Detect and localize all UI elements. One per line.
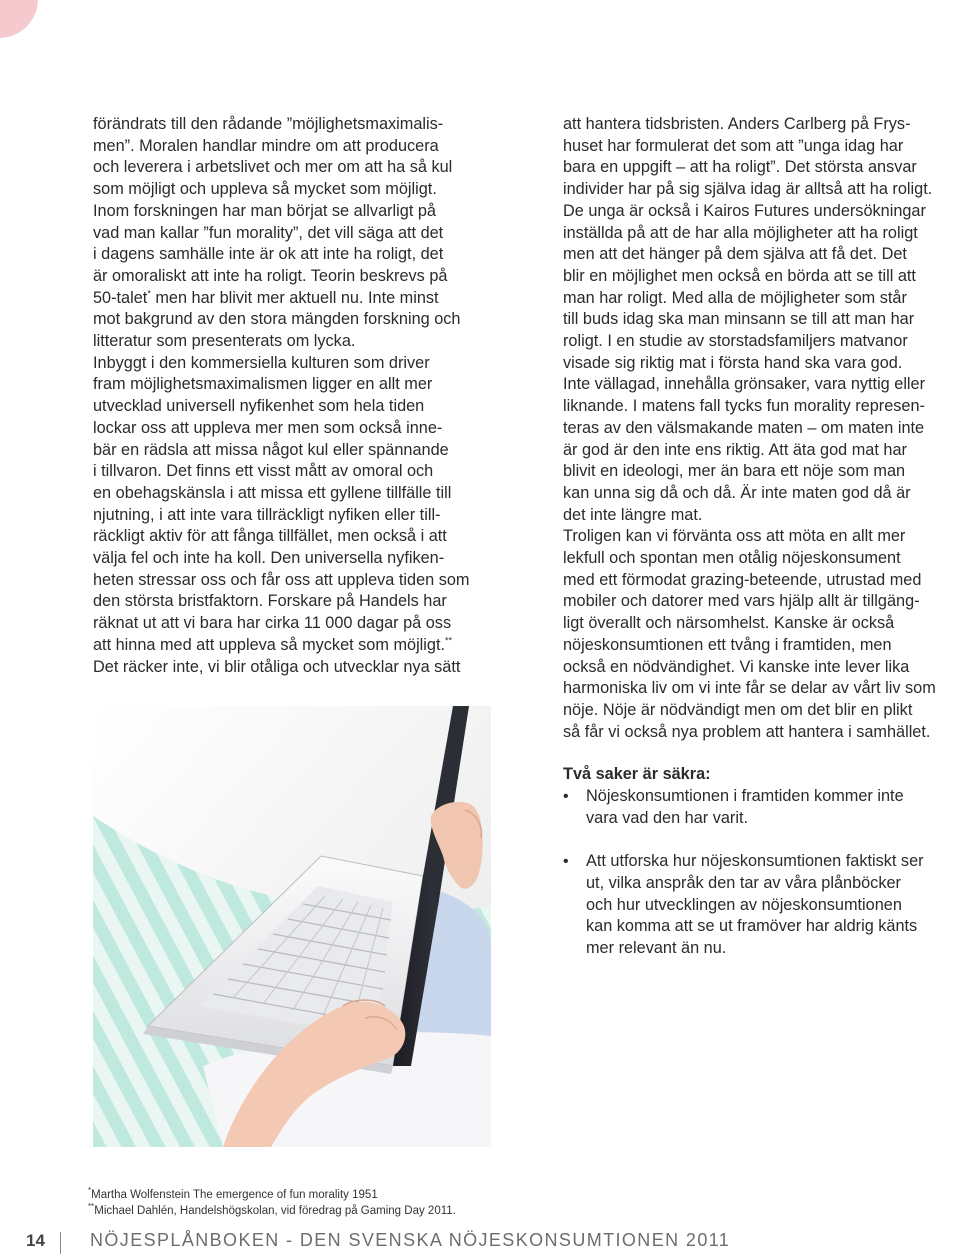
text-fragment: men har blivit mer aktuell nu. Inte minst: [150, 288, 439, 307]
text-line: liknande. I matens fall tycks fun morality represen-: [563, 397, 925, 416]
footnote-marker: *: [147, 288, 151, 299]
text-line: roligt. I en studie av storstadsfamiljers matvanor: [563, 332, 908, 351]
right-column: [563, 114, 960, 981]
text-line: den största bristfaktorn. Forskare på Handels har: [93, 592, 447, 611]
list-item: [563, 851, 960, 960]
text-line: är god är den inte ens riktig. Att äta god mat har: [563, 440, 907, 459]
text-line: bär en rädsla att missa något kul eller spännande: [93, 440, 449, 459]
text-line: Att utforska hur nöjeskonsumtionen faktiskt ser: [586, 852, 924, 871]
text-line: [93, 288, 495, 310]
text-line: som möjligt och uppleva så mycket som möjligt.: [93, 180, 437, 199]
page-number: 14: [26, 1231, 45, 1250]
text-line: välja fel och inte ha koll. Den universella nyfiken-: [93, 549, 445, 568]
text-line: nöje. Nöje är nödvändigt men om det blir en plikt: [563, 700, 913, 719]
text-line: man har roligt. Med alla de möjligheter som står: [563, 288, 907, 307]
text-line: räckligt aktiv för att fånga tillfället, men också i att: [93, 527, 447, 546]
text-line: teras av den välsmakande maten – om maten inte: [563, 418, 925, 437]
text-line: men att det hänger på dem själva att få det. Det: [563, 245, 907, 264]
footnote-marker: *: [88, 1186, 92, 1196]
text-line: att hantera tidsbristen. Anders Carlberg på Frys-: [563, 115, 911, 133]
text-line: nöjeskonsumtionen ett tvång i framtiden, men: [563, 635, 892, 654]
text-line: och leverera i arbetslivet och mer om att ha så kul: [93, 158, 453, 177]
text-line: med ett förmodat grazing-beteende, utrustad med: [563, 570, 922, 589]
laptop-illustration: [93, 706, 491, 1147]
text-line: Nöjeskonsumtionen i framtiden kommer inte: [586, 787, 904, 806]
text-line: en obehagskänsla i att missa ett gyllene tillfälle till: [93, 483, 452, 502]
text-line: bara en uppgift – att ha roligt”. Det största ansvar: [563, 158, 917, 177]
footnote: [88, 1187, 456, 1203]
text-line: lekfull och spontan men otålig nöjeskonsument: [563, 549, 901, 568]
footnote: [88, 1203, 456, 1219]
text-line: det inte längre mat.: [563, 505, 703, 524]
text-line: så får vi också nya problem att hantera i samhället.: [563, 722, 931, 741]
text-line: visade sig riktig mat i första hand ska vara god.: [563, 353, 903, 372]
text-line: De unga är också i Kairos Futures undersökningar: [563, 201, 926, 220]
text-line: förändrats till den rådande ”möjlighetsmaximalis-: [93, 115, 444, 133]
bullet-icon: •: [563, 853, 569, 871]
text-line: mot bakgrund av den stora mängden forskning och: [93, 310, 461, 329]
text-line: harmoniska liv om vi inte får se delar av vårt liv som: [563, 679, 936, 698]
text-line: vad man kallar ”fun morality”, det vill säga att det: [93, 223, 444, 242]
footnote-text: Michael Dahlén, Handelshögskolan, vid föredrag på Gaming Day 2011.: [94, 1205, 456, 1217]
text-line: njutning, i att inte vara tillräckligt nyfiken eller till-: [93, 505, 441, 524]
footnote-marker: **: [445, 635, 453, 646]
text-line: också en nödvändighet. Vi kanske inte lever lika: [563, 657, 910, 676]
text-fragment: 50-talet: [93, 288, 148, 307]
footnote-marker: **: [88, 1202, 95, 1212]
text-line: inställda på att de har alla möjligheter att ha roligt: [563, 223, 918, 242]
text-line: är omoraliskt att inte ha roligt. Teorin beskrevs på: [93, 266, 448, 285]
text-line: vara vad den har varit.: [586, 808, 748, 827]
footnotes: [88, 1187, 456, 1219]
text-line: ut, vilka anspråk den tar av våra plånböcker: [586, 873, 901, 892]
text-line: Inom forskningen har man börjat se allvarligt på: [93, 201, 436, 220]
text-line: litteratur som presenterats om lycka.: [93, 332, 356, 351]
text-line: individer har på sig själva idag är alltså att ha roligt.: [563, 180, 933, 199]
text-line: fram möjlighetsmaximalismen ligger en allt mer: [93, 375, 433, 394]
text-line: heten stressar oss och får oss att uppleva tiden som: [93, 570, 470, 589]
corner-accent: [0, 0, 38, 38]
text-line: och hur utvecklingen av nöjeskonsumtionen: [586, 895, 902, 914]
footnote-text: Martha Wolfenstein The emergence of fun morality 1951: [91, 1189, 378, 1201]
left-column: [93, 114, 495, 678]
text-line: ligt överallt och närsomhelst. Kanske är också: [563, 614, 895, 633]
bullet-list: [563, 786, 960, 960]
text-line: till buds idag ska man minsann se till att man har: [563, 310, 915, 329]
text-line: kan unna sig då och då. Är inte maten god då är: [563, 483, 911, 502]
text-line: i tillvaron. Det finns ett visst mått av omoral och: [93, 462, 434, 481]
text-line: mer relevant än nu.: [586, 939, 727, 957]
running-title: NÖJESPLÅNBOKEN - DEN SVENSKA NÖJESKONSUMTIONEN 2011: [90, 1230, 731, 1250]
text-line: men”. Moralen handlar mindre om att producera: [93, 136, 439, 155]
text-line: i dagens samhälle inte är ok att inte ha roligt, det: [93, 245, 444, 264]
list-item: [563, 786, 960, 829]
laptop-photo: [93, 706, 491, 1147]
text-line: Troligen kan vi förvänta oss att möta en allt mer: [563, 527, 906, 546]
text-line: utvecklad universell nyfikenhet som hela tiden: [93, 397, 425, 416]
text-line: mobiler och datorer med vars hjälp allt är tillgäng-: [563, 592, 920, 611]
text-line: lockar oss att uppleva mer men som också inne-: [93, 418, 443, 437]
text-line: räknat ut att vi bara har cirka 11 000 dagar på oss: [93, 614, 452, 633]
text-line: blir en möjlighet men också en börda att se till att: [563, 266, 916, 285]
text-line: blivit en ideologi, mer än bara ett nöje som man: [563, 462, 906, 481]
text-line: Det räcker inte, vi blir otåliga och utvecklar nya sätt: [93, 657, 461, 676]
text-fragment: att hinna med att uppleva så mycket som möjligt.: [93, 635, 446, 654]
bullet-icon: •: [563, 788, 569, 806]
text-line: Inbyggt i den kommersiella kulturen som driver: [93, 353, 430, 372]
text-line: [93, 635, 495, 657]
text-line: kan komma att se ut framöver har aldrig känts: [586, 917, 918, 936]
text-line: huset har formulerat det som att ”unga idag har: [563, 136, 904, 155]
section-heading: Två saker är säkra:: [563, 765, 711, 784]
text-line: Inte vällagad, innehålla grönsaker, vara nyttig eller: [563, 375, 926, 394]
